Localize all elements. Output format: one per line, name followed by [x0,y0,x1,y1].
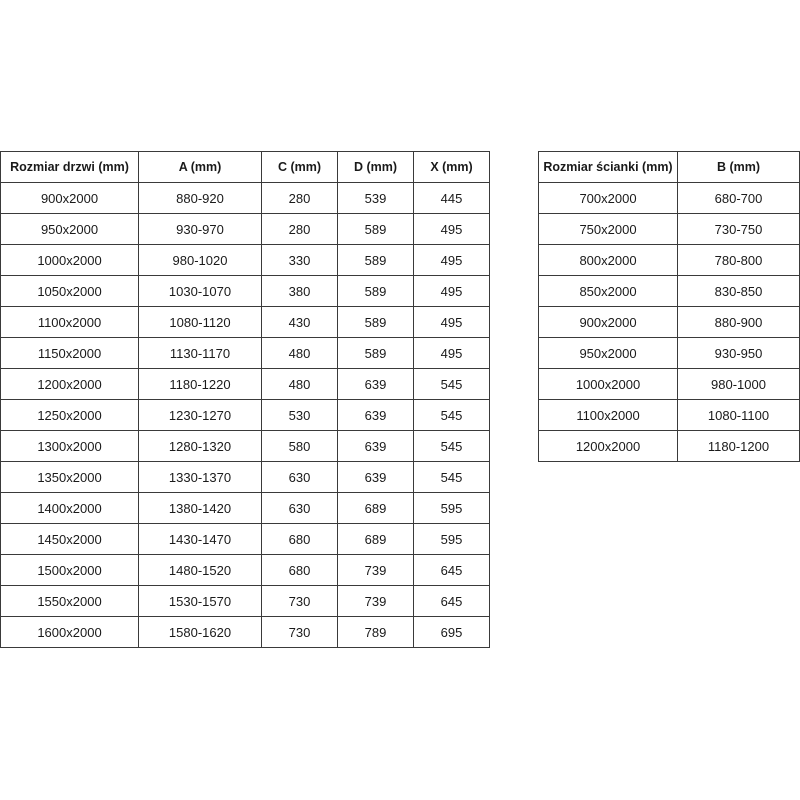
table-cell: 830-850 [678,276,800,307]
table-cell: 495 [414,307,490,338]
column-header: C (mm) [262,152,338,183]
table-cell: 680 [262,555,338,586]
table-row [1,400,490,431]
table-cell: 495 [414,245,490,276]
table-cell: 380 [262,276,338,307]
table-row [1,245,490,276]
table-cell: 495 [414,338,490,369]
table-cell: 1580-1620 [139,617,262,648]
wall-sizes-body [539,183,800,462]
table-row [1,214,490,245]
table-cell: 639 [338,400,414,431]
table-row [1,586,490,617]
table-cell: 545 [414,400,490,431]
table-cell: 1080-1100 [678,400,800,431]
table-cell: 445 [414,183,490,214]
column-header: A (mm) [139,152,262,183]
table-cell: 1450x2000 [1,524,139,555]
table-cell: 580 [262,431,338,462]
table-row [539,245,800,276]
table-row [1,276,490,307]
table-cell: 645 [414,555,490,586]
table-cell: 1200x2000 [539,431,678,462]
column-header: Rozmiar drzwi (mm) [1,152,139,183]
table-cell: 1500x2000 [1,555,139,586]
table-cell: 680-700 [678,183,800,214]
table-cell: 589 [338,245,414,276]
table-cell: 730-750 [678,214,800,245]
table-cell: 545 [414,369,490,400]
table-cell: 330 [262,245,338,276]
table-header-row [539,152,800,183]
table-cell: 1050x2000 [1,276,139,307]
table-row [1,617,490,648]
table-cell: 980-1000 [678,369,800,400]
table-cell: 780-800 [678,245,800,276]
table-cell: 950x2000 [539,338,678,369]
table-row [539,369,800,400]
table-cell: 280 [262,214,338,245]
table-row [539,183,800,214]
table-cell: 900x2000 [539,307,678,338]
table-row [539,276,800,307]
table-row [1,369,490,400]
table-cell: 539 [338,183,414,214]
table-cell: 980-1020 [139,245,262,276]
table-cell: 595 [414,493,490,524]
table-cell: 689 [338,524,414,555]
table-cell: 680 [262,524,338,555]
table-cell: 730 [262,617,338,648]
table-cell: 1480-1520 [139,555,262,586]
table-cell: 1300x2000 [1,431,139,462]
table-cell: 1080-1120 [139,307,262,338]
table-cell: 589 [338,276,414,307]
column-header: B (mm) [678,152,800,183]
table-row [539,338,800,369]
table-cell: 750x2000 [539,214,678,245]
table-row [539,214,800,245]
table-cell: 730 [262,586,338,617]
table-cell: 1030-1070 [139,276,262,307]
column-header: Rozmiar ścianki (mm) [539,152,678,183]
table-cell: 639 [338,369,414,400]
table-cell: 1150x2000 [1,338,139,369]
table-cell: 1000x2000 [539,369,678,400]
table-cell: 850x2000 [539,276,678,307]
table-cell: 1350x2000 [1,462,139,493]
door-sizes-table [0,151,490,648]
table-cell: 1180-1200 [678,431,800,462]
table-row [1,183,490,214]
table-cell: 1200x2000 [1,369,139,400]
table-cell: 1530-1570 [139,586,262,617]
table-cell: 689 [338,493,414,524]
door-sizes-body [1,183,490,648]
table-cell: 1400x2000 [1,493,139,524]
column-header: D (mm) [338,152,414,183]
table-cell: 630 [262,462,338,493]
table-cell: 595 [414,524,490,555]
table-cell: 900x2000 [1,183,139,214]
table-cell: 930-970 [139,214,262,245]
table-cell: 739 [338,586,414,617]
table-row [539,400,800,431]
table-cell: 930-950 [678,338,800,369]
table-cell: 739 [338,555,414,586]
table-cell: 480 [262,338,338,369]
table-header-row [1,152,490,183]
table-row [1,524,490,555]
table-cell: 1000x2000 [1,245,139,276]
table-cell: 430 [262,307,338,338]
table-cell: 1550x2000 [1,586,139,617]
table-cell: 1380-1420 [139,493,262,524]
table-cell: 1330-1370 [139,462,262,493]
table-cell: 950x2000 [1,214,139,245]
table-cell: 695 [414,617,490,648]
table-row [1,307,490,338]
table-row [1,338,490,369]
table-row [1,555,490,586]
table-cell: 530 [262,400,338,431]
table-row [1,493,490,524]
table-cell: 1100x2000 [539,400,678,431]
column-header: X (mm) [414,152,490,183]
table-cell: 480 [262,369,338,400]
table-cell: 700x2000 [539,183,678,214]
table-cell: 630 [262,493,338,524]
table-row [1,462,490,493]
table-cell: 589 [338,214,414,245]
table-cell: 1180-1220 [139,369,262,400]
table-row [1,431,490,462]
table-cell: 1600x2000 [1,617,139,648]
table-cell: 1130-1170 [139,338,262,369]
table-cell: 880-900 [678,307,800,338]
table-cell: 1280-1320 [139,431,262,462]
table-cell: 789 [338,617,414,648]
table-cell: 589 [338,307,414,338]
table-cell: 639 [338,462,414,493]
table-cell: 645 [414,586,490,617]
table-cell: 545 [414,462,490,493]
table-row [539,307,800,338]
table-cell: 880-920 [139,183,262,214]
table-cell: 800x2000 [539,245,678,276]
table-cell: 1430-1470 [139,524,262,555]
table-cell: 1100x2000 [1,307,139,338]
table-cell: 495 [414,276,490,307]
table-cell: 589 [338,338,414,369]
table-cell: 639 [338,431,414,462]
table-cell: 1230-1270 [139,400,262,431]
table-cell: 495 [414,214,490,245]
table-row [539,431,800,462]
wall-sizes-table [538,151,800,462]
table-cell: 545 [414,431,490,462]
table-cell: 280 [262,183,338,214]
table-cell: 1250x2000 [1,400,139,431]
